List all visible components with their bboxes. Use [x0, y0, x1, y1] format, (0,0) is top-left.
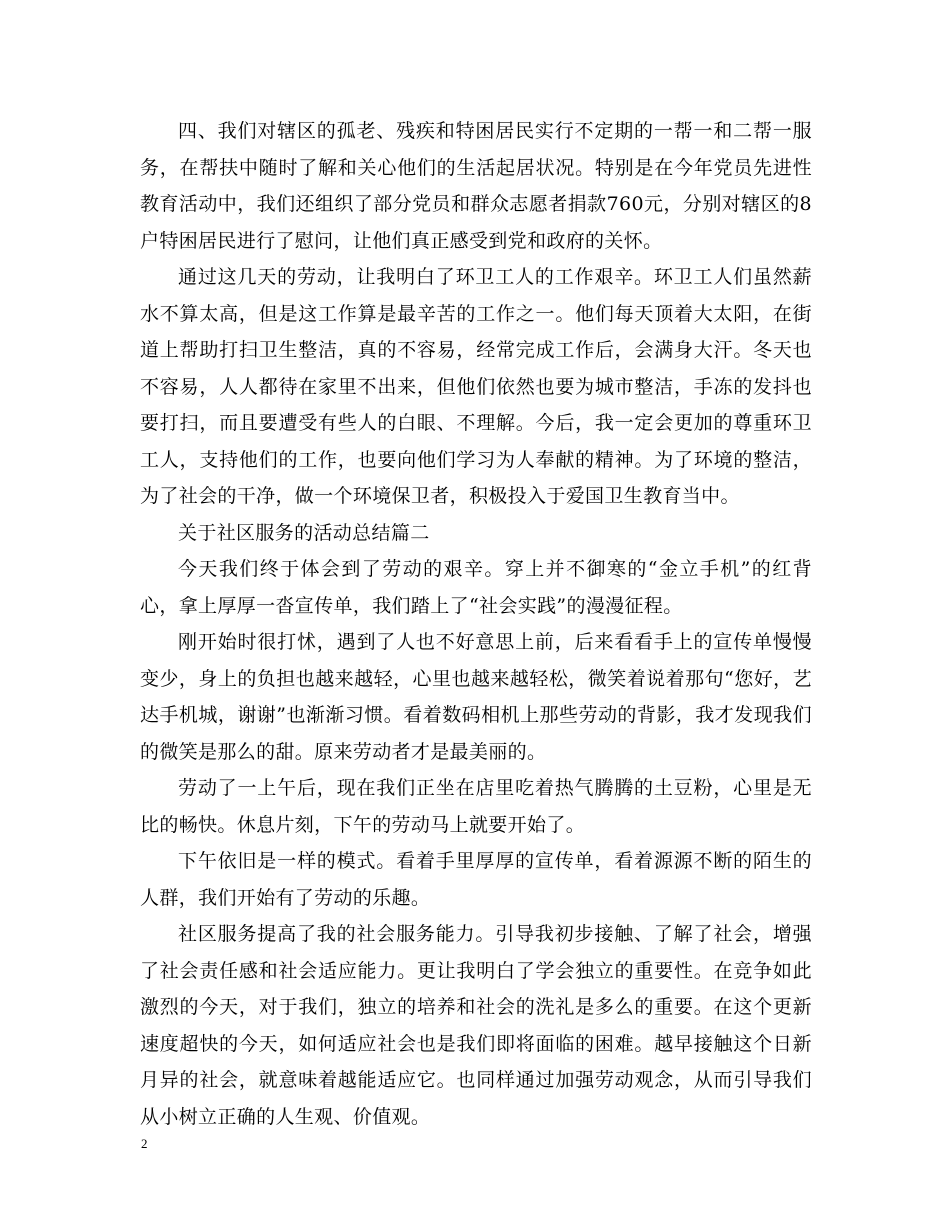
page-number: 2 [141, 1136, 148, 1151]
section-heading: 关于社区服务的活动总结篇二 [178, 521, 430, 544]
document-body [140, 113, 812, 1135]
paragraph-lunch: 劳动了一上午后，现在我们正坐在店里吃着热气腾腾的土豆粉，心里是无比的畅快。休息片刻，下午的劳动马上就要开始了。 [140, 777, 812, 836]
paragraph-sanitation-workers: 通过这几天的劳动，让我明白了环卫工人的工作艰辛。环卫工人们虽然薪水不算太高，但是这工作算是最辛苦的工作之一。他们每天顶着大太阳，在街道上帮助打扫卫生整洁，真的不容易，经常完成工作后，会满身大汗。冬天也不容易，人人都待在家里不出来，但他们依然也要为城市整洁，手冻的发抖也要打扫，而且要遭受有些人的白眼、不理解。今后，我一定会更加的尊重环卫工人，支持他们的工作，也要向他们学习为人奉献的精神。为了环境的整洁，为了社会的干净，做一个环境保卫者，积极投入于爱国卫生教育当中。 [140, 266, 812, 507]
paragraph-leaflets: 刚开始时很打怵，遇到了人也不好意思上前，后来看看手上的宣传单慢慢变少，身上的负担也越来越轻，心里也越来越轻松，微笑着说着那句“您好，艺达手机城，谢谢”也渐渐习惯。看着数码相机上那些劳动的背影，我才发现我们的微笑是那么的甜。原来劳动者才是最美丽的。 [140, 631, 812, 763]
paragraph-service-support: 四、我们对辖区的孤老、残疾和特困居民实行不定期的一帮一和二帮一服务，在帮扶中随时了解和关心他们的生活起居状况。特别是在今年党员先进性教育活动中，我们还组织了部分党员和群众志愿者捐款760元，分别对辖区的8户特困居民进行了慰问，让他们真正感受到党和政府的关怀。 [140, 120, 812, 252]
paragraph-first-day: 今天我们终于体会到了劳动的艰辛。穿上并不御寒的“金立手机”的红背心，拿上厚厚一沓宣传单，我们踏上了“社会实践”的漫漫征程。 [140, 558, 812, 617]
paragraph-conclusion: 社区服务提高了我的社会服务能力。引导我初步接触、了解了社会，增强了社会责任感和社会适应能力。更让我明白了学会独立的重要性。在竞争如此激烈的今天，对于我们，独立的培养和社会的洗礼是多么的重要。在这个更新速度超快的今天，如何适应社会也是我们即将面临的困难。越早接触这个日新月异的社会，就意味着越能适应它。也同样通过加强劳动观念，从而引导我们从小树立正确的人生观、价值观。 [140, 923, 812, 1128]
paragraph-afternoon: 下午依旧是一样的模式。看着手里厚厚的宣传单，看着源源不断的陌生的人群，我们开始有了劳动的乐趣。 [140, 850, 812, 909]
